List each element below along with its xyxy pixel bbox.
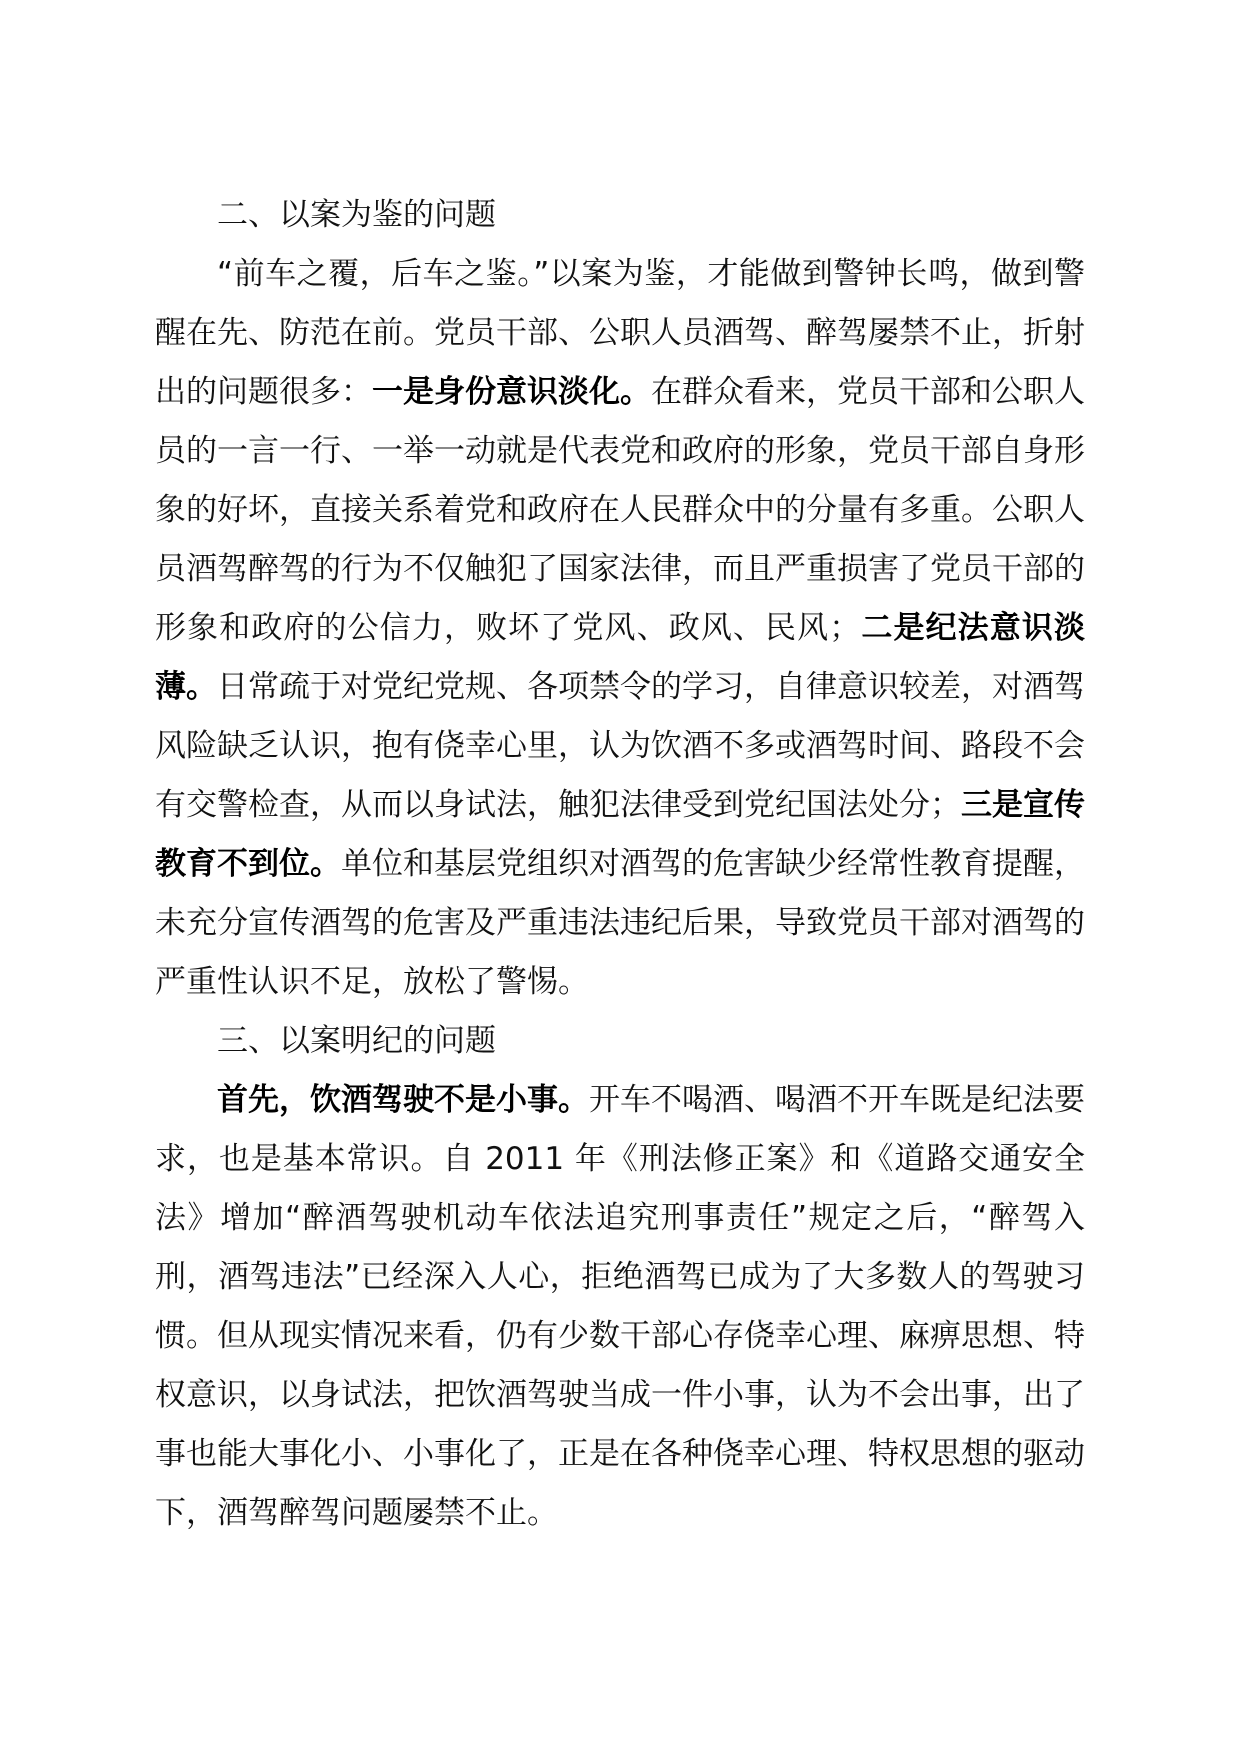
paragraph-text: 开车不喝酒、喝酒不开车既是纪法要求，也是基本常识。自 2011 年《刑法修正案》和《道路交通安全法》增加“醉酒驾驶机动车依法追究刑事责任”规定之后，“醉驾入刑，酒驾违法”已经深入人心，拒绝酒驾已成为了大多数人的驾驶习惯。但从现实情况来看，仍有少数干部心存侥幸心理、麻痹思想、特权意识，以身试法，把饮酒驾驶当成一件小事，认为不会出事，出了事也能大事化小、小事化了，正是在各种侥幸心理、特权思想的驱动下，酒驾醉驾问题屡禁不止。 bbox=[155, 1082, 1085, 1531]
bold-point-1: 一是身份意识淡化。 bbox=[372, 374, 651, 410]
paragraph-text: 日常疏于对党纪党规、各项禁令的学习，自律意识较差，对酒驾风险缺乏认识，抱有侥幸心里，认为饮酒不多或酒驾时间、路段不会有交警检查，从而以身试法，触犯法律受到党纪国法处分； bbox=[155, 669, 1085, 823]
bold-point-2: 二是纪法意识淡薄。 bbox=[155, 610, 1085, 705]
paragraph-text: “前车之覆，后车之鉴。”以案为鉴，才能做到警钟长鸣，做到警醒在先、防范在前。党员干部、公职人员酒驾、醉驾屡禁不止，折射出的问题很多： bbox=[155, 256, 1085, 410]
bold-point-first: 首先，饮酒驾驶不是小事。 bbox=[217, 1082, 589, 1118]
paragraph-lessons-from-cases bbox=[155, 245, 1085, 1012]
document-body bbox=[155, 186, 1085, 1543]
section-heading-3: 三、以案明纪的问题 bbox=[217, 1023, 496, 1059]
section-heading-2: 二、以案为鉴的问题 bbox=[217, 197, 496, 233]
paragraph-discipline bbox=[155, 1071, 1085, 1543]
paragraph-text: 在群众看来，党员干部和公职人员的一言一行、一举一动就是代表党和政府的形象，党员干部自身形象的好坏，直接关系着党和政府在人民群众中的分量有多重。公职人员酒驾醉驾的行为不仅触犯了国家法律，而且严重损害了党员干部的形象和政府的公信力，败坏了党风、政风、民风； bbox=[155, 374, 1085, 646]
paragraph-text: 单位和基层党组织对酒驾的危害缺少经常性教育提醒，未充分宣传酒驾的危害及严重违法违纪后果，导致党员干部对酒驾的严重性认识不足，放松了警惕。 bbox=[155, 846, 1085, 1000]
bold-point-3: 三是宣传教育不到位。 bbox=[155, 787, 1085, 882]
